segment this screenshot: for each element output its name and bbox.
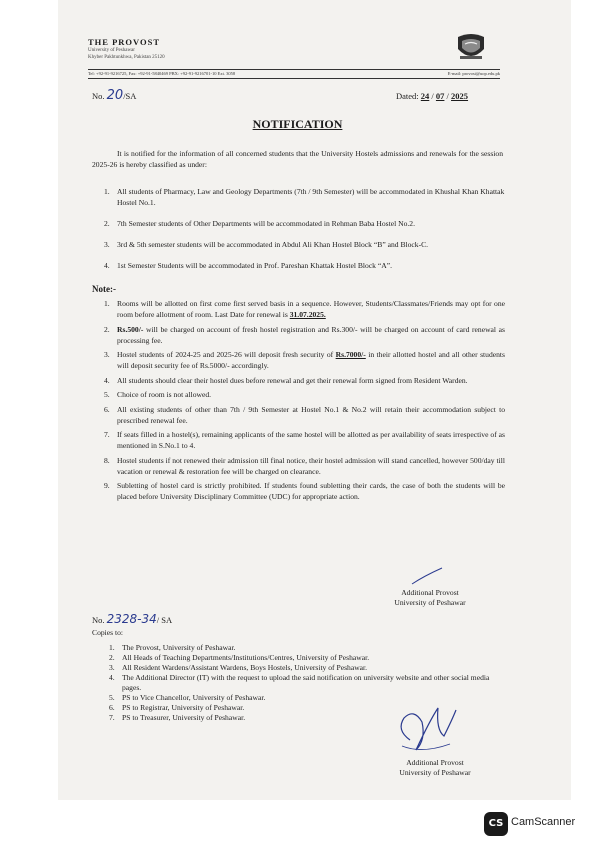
list-item: 3. All Resident Wardens/Assistant Wardens, Boys Hostels, University of Peshawar. (109, 663, 368, 672)
list-item: 7. PS to Treasurer, University of Peshawar. (109, 713, 246, 722)
list-item: 8. Hostel students if not renewed their admission till final notice, their hostel admission will stand cancelled, however 500/day till vacation or renewal & restoration fee will be charged on clearance. (104, 455, 505, 476)
ref-number-handwritten: 20 (106, 88, 124, 103)
copy-number-handwritten: 2328-34 (106, 612, 157, 626)
list-item: 5. PS to Vice Chancellor, University of Peshawar. (109, 693, 266, 702)
signature-block-2 (380, 758, 490, 778)
list-item: 6. All existing students of other than 7th / 9th Semester at Hostel No.1 & No.2 will retain their accommodation subject to prescribed renewal fee. (104, 404, 505, 425)
list-item: 4. The Additional Director (IT) with the request to upload the said notification on university website and other social media pages. (109, 673, 490, 692)
reference-number (92, 88, 136, 103)
list-item: 7. If seats filled in a hostel(s), remaining applicants of the same hostel will be allotted as per availability of seats irrespective of as mentioned in S.No.1 to 4. (104, 430, 505, 450)
ref-prefix: No. (92, 615, 105, 625)
list-item: 5. Choice of room is not allowed. (104, 390, 212, 399)
ref-prefix: No. (92, 91, 105, 101)
signatory-title: Additional Provost (406, 758, 464, 767)
list-item: 2. Rs.500/- will be charged on account of fresh hostel registration and Rs.300/- will be charged on account of card renewal as processing fee. (104, 324, 505, 345)
signature-block-1 (375, 588, 485, 608)
university-name: University of Peshawar (88, 48, 135, 53)
note-heading: Note:- (92, 284, 116, 294)
date-month: 07 (435, 91, 445, 101)
document-title: NOTIFICATION (252, 117, 343, 131)
copies-heading: Copies to: (92, 628, 124, 637)
contact-bar (88, 69, 500, 79)
intro-paragraph: It is notified for the information of all concerned students that the University Hostels admissions and renewals for the session 2025-26 is hereby classified as under: (92, 149, 503, 169)
signature-mark-icon (410, 566, 444, 586)
signatory-title: Additional Provost (401, 588, 459, 597)
list-item: 1. Rooms will be allotted on first come first served basis in a sequence. However, Students/Classmates/Friends may opt for one room before allotment of room. Last Date for renewal is 31.07.2025. (104, 299, 505, 319)
list-item: 6. PS to Registrar, University of Peshawar. (109, 703, 245, 712)
university-seal-icon (454, 29, 488, 63)
ref-suffix: /SA (123, 91, 137, 101)
signatory-org: University of Peshawar (399, 768, 471, 777)
list-item: 3. 3rd & 5th semester students will be accommodated in Abdul Ali Khan Hostel Block “B” and Block-C. (104, 240, 429, 249)
office-title: THE PROVOST (88, 37, 160, 47)
contact-phone: Tel: +92-91-9216725, Fax: +92-91-5840469 PBX: +92-91-9216701-10 Ext. 3058 (88, 71, 236, 76)
contact-email: E-mail: provost@uop.edu.pk (447, 71, 500, 76)
camscanner-logo-icon: CS (484, 812, 508, 836)
list-item: 4. 1st Semester Students will be accommodated in Prof. Pareshan Khattak Hostel Block “A”. (104, 261, 393, 270)
copy-reference-number (92, 612, 172, 626)
notes-list (105, 298, 505, 506)
ref-suffix: / SA (156, 615, 173, 625)
list-item: 9. Subletting of hostel card is strictly prohibited. If students found subletting their cards, the case of both the students will be placed before University Disciplinary Committee (UDC) for appropriate action. (104, 481, 505, 501)
signatory-org: University of Peshawar (394, 598, 466, 607)
list-item: 1. The Provost, University of Peshawar. (109, 643, 236, 652)
office-address: Khyber Pakhtunkhwa, Pakistan 25120 (88, 55, 165, 60)
list-item: 2. 7th Semester students of Other Departments will be accommodated in Rehman Baba Hostel No.2. (104, 219, 415, 228)
allocation-list (105, 186, 505, 271)
date-day: 24 (420, 91, 430, 101)
date-line: Dated: 24 / 07 / 2025 (396, 91, 469, 101)
list-item: 1. All students of Pharmacy, Law and Geology Departments (7th / 9th Semester) will be accommodated in Khushal Khan Khattak Hostel No.1. (104, 187, 505, 207)
date-year: 2025 (451, 91, 469, 101)
list-item: 3. Hostel students of 2024-25 and 2025-26 will deposit fresh security of Rs.7000/- in their allotted hostel and all other students will deposit security fee of Rs.5000/- accordingly. (104, 350, 505, 370)
list-item: 2. All Heads of Teaching Departments/Institutions/Centres, University of Peshawar. (109, 653, 370, 662)
dated-label: Dated: (396, 91, 419, 101)
camscanner-label: CamScanner (511, 816, 576, 828)
list-item: 4. All students should clear their hostel dues before renewal and get their renewal form signed from Resident Warden. (104, 375, 468, 385)
signature-scribble-icon (392, 700, 462, 762)
